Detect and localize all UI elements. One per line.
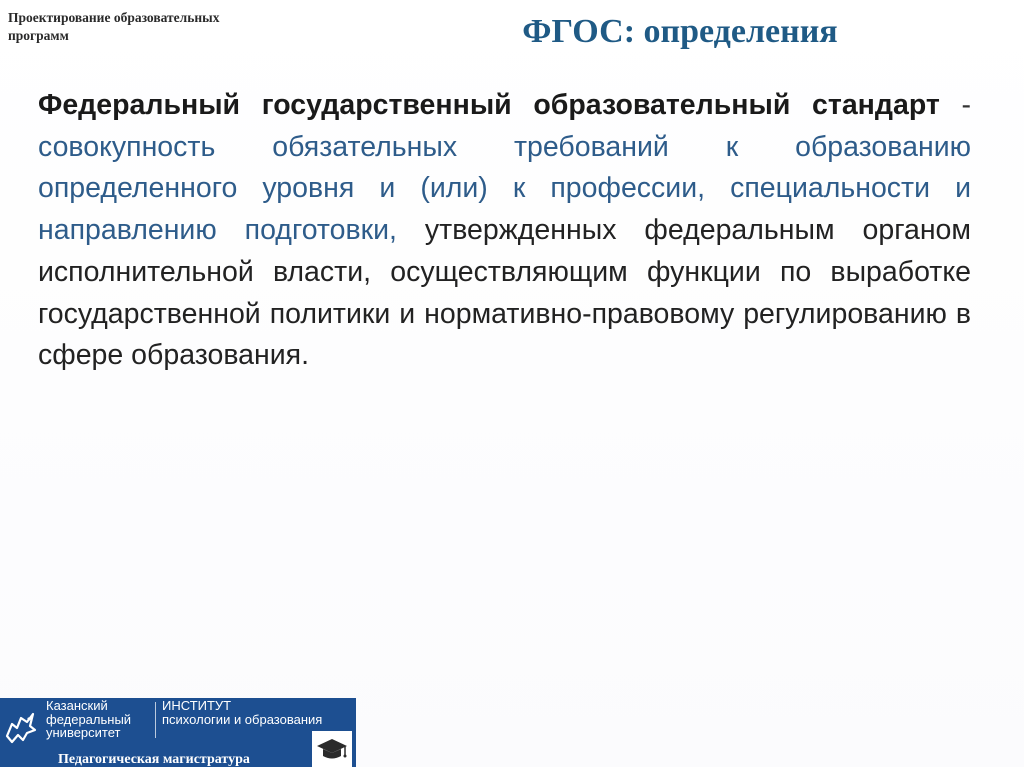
definition-dash: -: [961, 89, 971, 121]
footer-divider: [155, 702, 156, 738]
graduation-cap-box: [312, 731, 352, 767]
university-name-line-1: Казанский: [46, 698, 108, 713]
course-title-line-2: программ: [8, 28, 69, 43]
graduation-cap-icon: [316, 735, 348, 763]
university-name-line-2: федеральный: [46, 711, 132, 727]
institute-name-line-2: психологии и образования: [162, 712, 323, 727]
course-title-line-1: Проектирование образовательных: [8, 10, 220, 25]
course-title: [8, 9, 338, 45]
definition-paragraph: [38, 85, 971, 377]
university-name: [46, 699, 131, 740]
footer-banner: [0, 698, 356, 767]
definition-highlight: совокупность обязательных требований к образованию определенного уровня и (или) к профессии, специальности и направлению подготовки,: [38, 130, 971, 247]
defined-term: Федеральный государственный образовательный стандарт: [38, 89, 940, 121]
program-label: Педагогическая магистратура: [58, 752, 250, 767]
institute-name: [162, 699, 322, 727]
slide-title: ФГОС: определения: [522, 13, 838, 50]
university-name-line-3: университет: [46, 725, 121, 740]
definition-continuation: утвержденных федеральным органом исполнительной власти, осуществляющим функции по выработке государственной политики и нормативно-правовому регулированию в сфере образования.: [38, 214, 971, 372]
institute-name-line-1: ИНСТИТУТ: [162, 698, 232, 713]
kfu-leopard-icon: [3, 706, 37, 746]
